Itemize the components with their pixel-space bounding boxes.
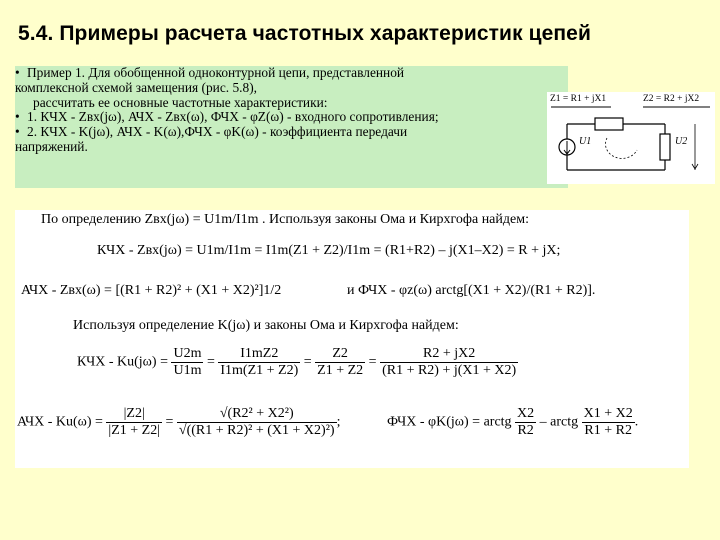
fraction: $\frac{X1 + X2}{R1 + R2}$ — [583, 406, 633, 438]
intro-line-3: рассчитать ее основные частотные характеристики: — [33, 94, 328, 110]
kchx-label: КЧХ - Ku(jω) = — [77, 354, 168, 370]
z2-label: Z2 = R2 + jX2 — [643, 94, 700, 104]
intro-line-2: комплексной схемой замещения (рис. 5.8), — [15, 79, 258, 95]
fraction: $\frac{Z2}{Z1 + Z2}$ — [317, 346, 364, 378]
u1-label: U1 — [579, 136, 592, 147]
fraction: $\frac{R2 + jX2}{(R1 + R2) + j(X1 + X2)}$ — [382, 346, 517, 378]
formula-achx-ku: АЧХ - Ku(ω) = $\frac{|Z2|}{|Z1 + Z2|}$ = $\frac{\text{√(R2² + X2²)}}{\text{√((R1 + R2)² + (X1 + X2)²)}}$ ; — [17, 406, 341, 438]
fraction: $\frac{\text{√(R2² + X2²)}}{\text{√((R1 + R2)² + (X1 + X2)²)}}$ — [178, 406, 335, 438]
fraction: $\frac{|Z2|}{|Z1 + Z2|}$ — [108, 406, 161, 438]
formula-kchx-ku: КЧХ - Ku(jω) = $\frac{U2m}{U1m}$ = $\frac{I1mZ2}{I1m(Z1 + Z2)}$ = $\frac{Z2}{Z1 + Z2}$ = $\frac{R2 + jX2}{(R1 + R2) + j(X1 + X2)}$ — [77, 346, 517, 378]
arctg-label: arctg — [550, 414, 579, 430]
fchx-label: ФЧХ - φK(jω) = arctg — [387, 414, 512, 430]
z1-label: Z1 = R1 + jX1 — [550, 94, 607, 104]
circuit-diagram — [547, 92, 715, 184]
formula-achx-zin: АЧХ - Zвх(ω) = [(R1 + R2)² + (X1 + X2)²]1/2 — [21, 283, 282, 298]
fraction: $\frac{U2m}{U1m}$ — [173, 346, 202, 378]
formula-panel — [15, 210, 689, 468]
fraction: $\frac{X2}{R2}$ — [517, 406, 535, 438]
achx-label: АЧХ - Ku(ω) = — [17, 414, 103, 430]
bullet-icon: • — [15, 109, 20, 125]
problem-statement — [15, 66, 568, 188]
formula-transfer-intro: Используя определение K(jω) и законы Ома и Кирхгофа найдем: — [73, 318, 459, 333]
page-title: 5.4. Примеры расчета частотных характеристик цепей — [18, 22, 591, 45]
formula-fchx-ku: ФЧХ - φK(jω) = arctg $\frac{X2}{R2}$ – arctg $\frac{X1 + X2}{R1 + R2}$ . — [387, 406, 639, 438]
bullet-icon: • — [15, 65, 20, 80]
u2-label: U2 — [675, 136, 688, 147]
intro-item-1: • 1. КЧХ - Zвх(jω), АЧХ - Zвх(ω), ФЧХ - φZ(ω) - входного сопротивления; — [15, 109, 439, 125]
fraction: $\frac{I1mZ2}{I1m(Z1 + Z2)}$ — [220, 346, 299, 378]
formula-kchx-zin: КЧХ - Zвх(jω) = U1m/I1m = I1m(Z1 + Z2)/I1m = (R1+R2) – j(X1–X2) = R + jX; — [97, 243, 561, 258]
circuit-schematic — [547, 92, 715, 184]
intro-item-2-cont: напряжений. — [15, 138, 88, 154]
intro-line-1: • Пример 1. Для обобщенной одноконтурной цепи, представленной — [15, 65, 405, 80]
bullet-icon: • — [15, 124, 20, 140]
z2-resistor — [660, 134, 670, 160]
formula-fchx-zin: и ФЧХ - φz(ω) arctg[(X1 + X2)/(R1 + R2)]. — [347, 283, 596, 298]
formula-definition: По определению Zвх(jω) = U1m/I1m . Используя законы Ома и Кирхгофа найдем: — [41, 212, 529, 227]
intro-item-2: • 2. КЧХ - K(jω), АЧХ - K(ω),ФЧХ - φK(ω) - коэффициента передачи — [15, 124, 408, 140]
z1-resistor — [595, 118, 623, 130]
